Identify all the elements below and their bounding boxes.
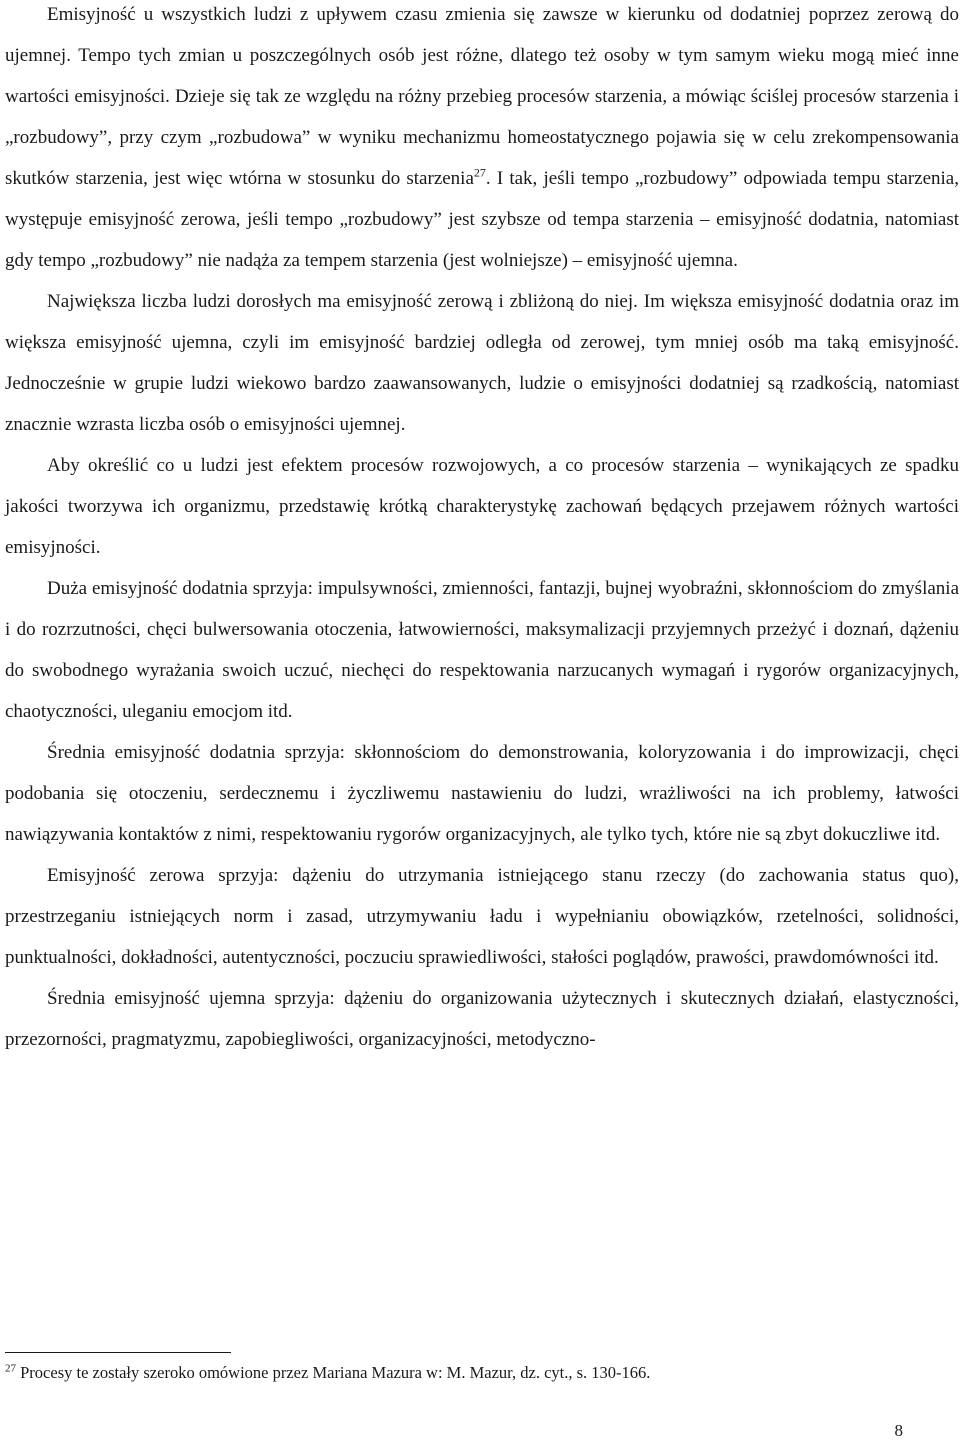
paragraph-6: Emisyjność zerowa sprzyja: dążeniu do utrzymania istniejącego stanu rzeczy (do zachowania status quo), przestrzeganiu istniejących norm i zasad, utrzymywaniu ładu i wypełnianiu obowiązków, rzetelności, solidności, punktualności, dokładności, autentyczności, poczuciu sprawiedliwości, stałości poglądów, prawości, prawdomówności itd. — [5, 865, 959, 968]
paragraph-1 — [5, 0, 959, 281]
paragraph-1-text-b: . I tak, jeśli tempo „rozbudowy” odpowiada tempu starzenia, występuje emisyjność zerowa, jeśli tempo „rozbudowy” jest szybsze od tempa starzenia – emisyjność dodatnia, natomiast gdy tempo „rozbudowy” nie nadąża za tempem starzenia (jest wolniejsze) – emisyjność ujemna. — [5, 168, 959, 271]
page-number: 8 — [894, 1421, 903, 1440]
paragraph-4: Duża emisyjność dodatnia sprzyja: impulsywności, zmienności, fantazji, bujnej wyobraźni, skłonnościom do zmyślania i do rozrzutności, chęci bulwersowania otoczenia, łatwowierności, maksymalizacji przyjemnych przeżyć i doznań, dążeniu do swobodnego wyrażania swoich uczuć, niechęci do respektowania narzucanych wymagań i rygorów organizacyjnych, chaotyczności, uleganiu emocjom itd. — [5, 578, 959, 722]
footnote-number: 27 — [5, 1362, 16, 1375]
footnote-ref-27[interactable]: 27 — [473, 165, 486, 180]
paragraph-2: Największa liczba ludzi dorosłych ma emisyjność zerową i zbliżoną do niej. Im większa emisyjność dodatnia oraz im większa emisyjność ujemna, czyli im emisyjność bardziej odległa od zerowej, tym mniej osób ma taką emisyjność. Jednocześnie w grupie ludzi wiekowo bardzo zaawansowanych, ludzie o emisyjności dodatniej są rzadkością, natomiast znacznie wzrasta liczba osób o emisyjności ujemnej. — [5, 291, 959, 435]
paragraph-5: Średnia emisyjność dodatnia sprzyja: skłonnościom do demonstrowania, koloryzowania i do improwizacji, chęci podobania się otoczeniu, serdecznemu i życzliwemu nastawieniu do ludzi, wrażliwości na ich problemy, łatwości nawiązywania kontaktów z nimi, respektowaniu rygorów organizacyjnych, ale tylko tych, które nie są zbyt dokuczliwe itd. — [5, 742, 959, 845]
paragraph-7: Średnia emisyjność ujemna sprzyja: dążeniu do organizowania użytecznych i skutecznych działań, elastyczności, przezorności, pragmatyzmu, zapobiegliwości, organizacyjności, metodyczno- — [5, 988, 959, 1050]
paragraph-1-text-a: Emisyjność u wszystkich ludzi z upływem czasu zmienia się zawsze w kierunku od dodatniej poprzez zerową do ujemnej. Tempo tych zmian u poszczególnych osób jest różne, dlatego też osoby w tym samym wieku mogą mieć inne wartości emisyjności. Dzieje się tak ze względu na różny przebieg procesów starzenia, a mówiąc ściślej procesów starzenia i „rozbudowy”, przy czym „rozbudowa” w wyniku mechanizmu homeostatycznego pojawia się w celu zrekompensowania skutków starzenia, jest więc wtórna w stosunku do starzenia — [5, 4, 959, 189]
footnote-divider — [5, 1352, 231, 1353]
footnote-27 — [5, 1360, 955, 1386]
body-text — [5, 0, 959, 1060]
footnote-text: Procesy te zostały szeroko omówione przez Mariana Mazura w: M. Mazur, dz. cyt., s. 130-166. — [16, 1363, 651, 1382]
paragraph-3: Aby określić co u ludzi jest efektem procesów rozwojowych, a co procesów starzenia – wynikających ze spadku jakości tworzywa ich organizmu, przedstawię krótką charakterystykę zachowań będących przejawem różnych wartości emisyjności. — [5, 455, 959, 558]
